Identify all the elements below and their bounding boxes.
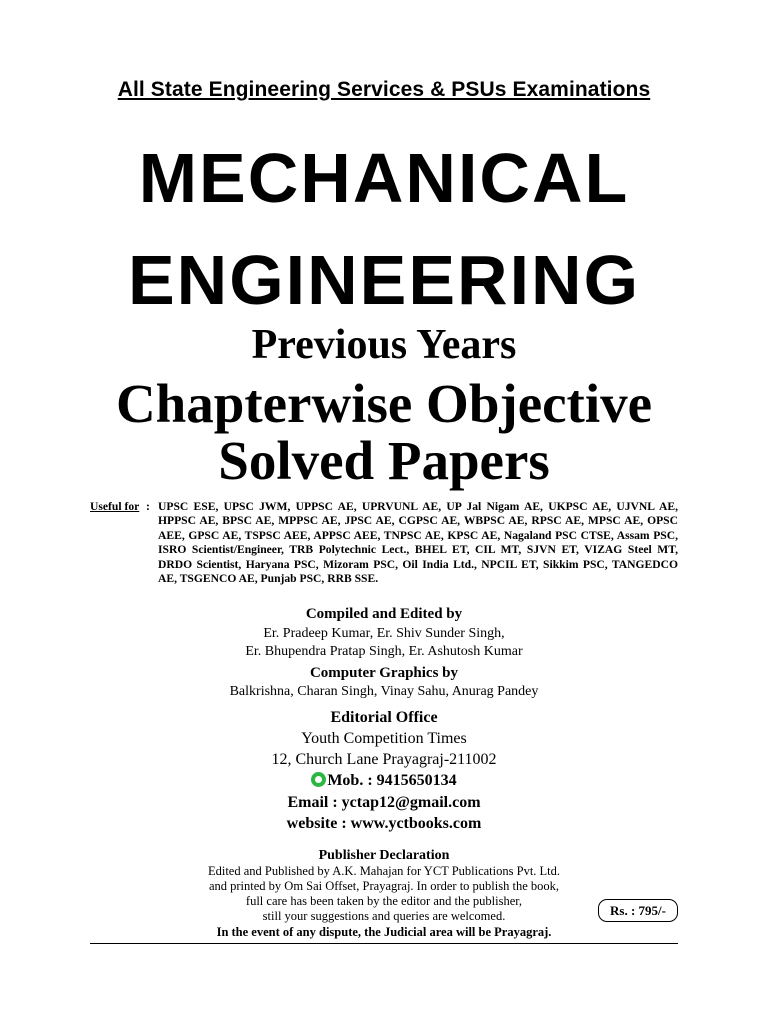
declaration-line-4: still your suggestions and queries are welcomed. — [262, 909, 506, 923]
useful-for-label: Useful for — [90, 500, 140, 513]
title-solved-papers: Solved Papers — [218, 430, 550, 491]
website-line: website : www.yctbooks.com — [286, 815, 482, 832]
jurisdiction-note: In the event of any dispute, the Judicial area will be Prayagraj. — [216, 925, 552, 939]
editors-line-2: Er. Bhupendra Pratap Singh, Er. Ashutosh Kumar — [245, 644, 523, 659]
exam-list: UPSC ESE, UPSC JWM, UPPSC AE, UPRVUNL AE, UP Jal Nigam AE, UKPSC AE, UJVNL AE, HPPSC AE, BPSC AE, MPPSC AE, JPSC AE, CGPSC AE, WBPSC AE, RPSC AE, MPSC AE, OPSC AEE, GPSC AE, TSPSC AEE, APPSC AEE, TNPSC AE, KPSC AE, Nagaland PSC CTSE, Assam PSC, ISRO Scientist/Engineer, TRB Polytechnic Lect., BHEL ET, CIL MT, SJVN ET, VIZAG Steel MT, DRDO Scientist, Haryana PSC, Mizoram PSC, Oil India Ltd., NPCIL ET, Sikkim PSC, TANGEDCO AE, TSGENCO AE, Punjab PSC, RRB SSE. — [158, 500, 678, 586]
bottom-divider — [90, 943, 678, 944]
graphics-credits: Balkrishna, Charan Singh, Vinay Sahu, Anurag Pandey — [229, 684, 539, 699]
office-address: 12, Church Lane Prayagraj-211002 — [271, 751, 497, 768]
publisher-name: Youth Competition Times — [301, 730, 467, 747]
declaration-line-1: Edited and Published by A.K. Mahajan for YCT Publications Pvt. Ltd. — [207, 864, 561, 878]
editors-line-1: Er. Pradeep Kumar, Er. Shiv Sunder Singh, — [263, 626, 505, 641]
declaration-line-2: and printed by Om Sai Offset, Prayagraj. In order to publish the book, — [208, 879, 560, 893]
editorial-heading: Editorial Office — [330, 709, 438, 726]
declaration-line-3: full care has been taken by the editor and the publisher, — [245, 894, 523, 908]
useful-for-colon: : — [146, 500, 150, 513]
title-chapterwise-objective: Chapterwise Objective — [115, 373, 653, 434]
price-badge: Rs. : 795/- — [598, 899, 678, 922]
title-mechanical: MECHANICAL — [138, 139, 630, 217]
series-heading: All State Engineering Services & PSUs Examinations — [117, 78, 651, 101]
title-engineering: ENGINEERING — [127, 241, 641, 319]
publisher-declaration-heading: Publisher Declaration — [318, 848, 450, 863]
email-line: Email : yctap12@gmail.com — [287, 794, 481, 811]
mobile-line — [0, 772, 768, 790]
graphics-heading: Computer Graphics by — [309, 665, 459, 681]
compiled-heading: Compiled and Edited by — [305, 606, 463, 622]
subtitle-previous-years: Previous Years — [251, 322, 517, 368]
mobile-number: Mob. : 9415650134 — [327, 772, 457, 789]
whatsapp-icon — [311, 772, 326, 787]
